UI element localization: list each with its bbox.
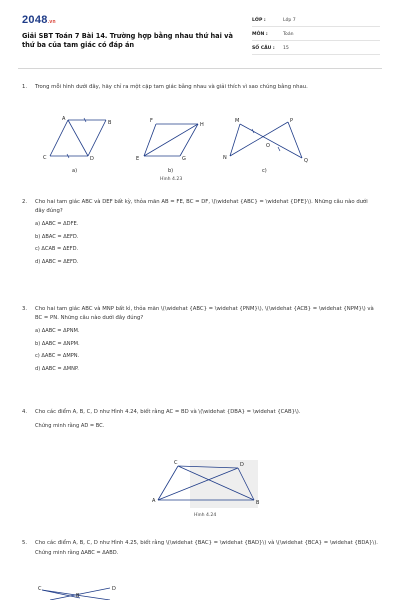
label-B: B [108,120,112,126]
meta-row-subject [252,31,380,41]
label-Q: Q [304,158,308,164]
question-number: 3. [22,306,28,312]
sub-label-c: c) [262,168,267,174]
figure-caption: Hình 4.24 [194,513,217,518]
label-P: P [290,118,294,124]
label-F: F [150,118,153,124]
question-text: Trong mỗi hình dưới đây, hãy chỉ ra một cặp tam giác bằng nhau và giải thích vì sao chúng bằng nhau. [35,84,308,90]
question-1 [22,83,378,92]
label-E: E [136,156,140,162]
meta-value: 15 [283,46,289,51]
question-2 [22,198,378,265]
label-D: D [240,462,244,468]
question-text: Cho hai tam giác ABC và DEF bất kỳ, thỏa mãn AB = FE, BC = DF, \(\widehat {ABC} = \widehat {DFE}\). Những câu nào dưới đây đúng? [35,199,368,214]
figure-b [136,118,204,182]
option-d[interactable]: d) ΔABC = ΔEFD. [35,258,79,265]
meta-row-class [252,17,380,27]
figure-4-25 [30,584,140,600]
logo-suffix: .vn [47,19,56,25]
option-b[interactable]: b) ΔABC = ΔNPM. [35,340,80,347]
page-title: Giải SBT Toán 7 Bài 14. Trường hợp bằng nhau thứ hai và thứ ba của tam giác có đáp án [22,32,233,49]
label-C: C [43,155,47,161]
label-D: D [112,586,116,592]
meta-value: Lớp 7 [283,18,296,23]
label-C: C [174,460,178,466]
question-number: 4. [22,409,28,415]
option-c[interactable]: c) ΔCAB = ΔEFD. [35,246,79,253]
option-a[interactable]: a) ΔABC = ΔDFE. [35,221,79,228]
sub-label-a: a) [72,168,78,174]
question-text: Cho các điểm A, B, C, D như Hình 4.24, biết rằng AC = BD và \(\widehat {DBA} = \widehat {CAB}\). [35,409,301,415]
meta-key: MÔN : [252,32,268,37]
label-B: B [256,500,260,506]
meta-value: Toán [283,32,294,37]
option-c[interactable]: c) ΔABC = ΔMPN. [35,353,80,360]
label-N: N [223,155,227,161]
question-number: 2. [22,199,28,205]
question-text: Cho các điểm A, B, C, D như Hình 4.25, biết rằng \(\widehat {BAC} = \widehat {BAD}\) và \(\widehat {BCA} = \widehat {BDA}\). [35,540,378,546]
option-b[interactable]: b) ΔBAC = ΔEFD. [35,233,79,240]
label-D: D [90,156,94,162]
option-d[interactable]: d) ΔABC = ΔMNP. [35,365,79,372]
label-G: G [182,156,186,162]
figure-4-23 [40,112,340,184]
logo-text: 2048 [22,14,48,26]
figure-caption: Hình 4.23 [160,177,183,182]
label-H: H [200,122,204,128]
question-4 [22,408,378,429]
label-B: B [76,593,80,599]
figure-4-24 [150,458,270,522]
meta-key: SỐ CÂU : [252,46,275,51]
question-number: 1. [22,84,28,90]
label-O: O [266,143,270,149]
question-subtext: Chứng minh rằng ΔABC = ΔABD. [35,549,119,556]
label-A: A [152,498,156,504]
question-number: 5. [22,540,28,546]
question-subtext: Chứng minh rằng AD = BC. [35,422,105,429]
meta-key: LỚP : [252,18,266,23]
label-C: C [38,586,42,592]
figure-a [43,116,112,174]
site-logo[interactable] [22,14,56,26]
label-M: M [235,118,240,124]
option-a[interactable]: a) ΔABC = ΔPNM. [35,328,80,335]
question-3 [22,305,378,372]
sub-label-b: b) [168,168,174,174]
figure-c [223,118,308,174]
header-divider [18,68,382,69]
question-text: Cho hai tam giác ABC và MNP bất kì, thỏa mãn \(\widehat {ABC} = \widehat {PNM}\), \(\widehat {ACB} = \widehat {NPM}\) và BC = PN. Những câu nào dưới đây đúng? [35,306,374,321]
label-A: A [62,116,66,122]
question-5 [22,539,378,556]
meta-row-count [252,45,380,55]
